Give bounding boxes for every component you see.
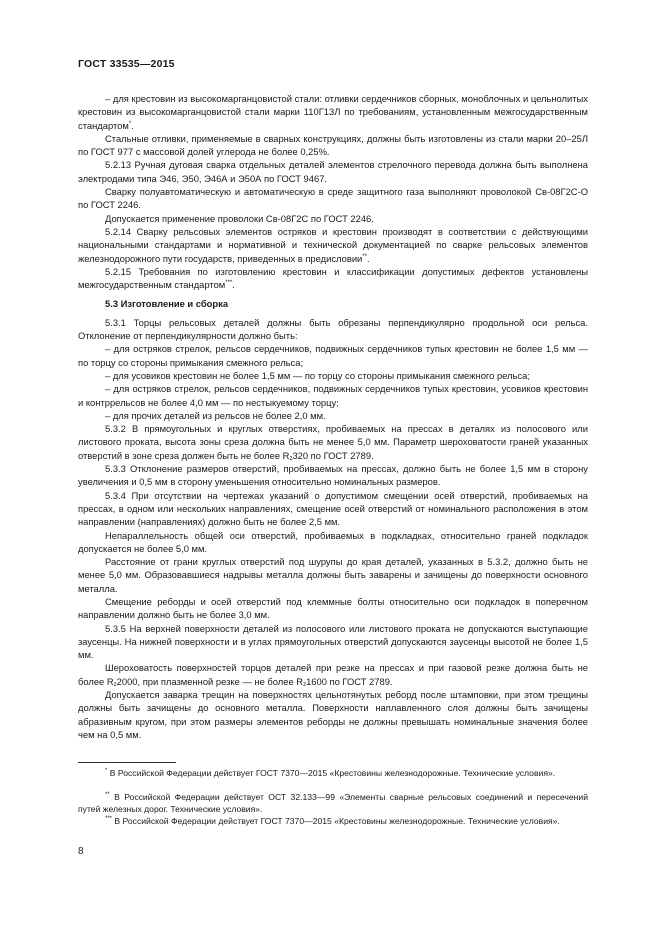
paragraph: 5.3.5 На верхней поверхности деталей из полосового или листового проката не допускаются выступающие заусенцы. На нижней поверхности и в углах прямоугольных отверстий допускаются заусенцы высотой не более 1,5 мм.: [78, 622, 588, 661]
paragraph: Непараллельность общей оси отверстий, пробиваемых в подкладках, относительно граней подкладок допускается не более 5,0 мм.: [78, 529, 588, 554]
section-title: 5.3 Изготовление и сборка: [105, 298, 229, 310]
period: .: [131, 119, 134, 131]
document-header: ГОСТ 33535—2015: [78, 58, 175, 70]
paragraph: Смещение реборды и осей отверстий под клеммные болты относительно оси подкладок в поперечном направлении должно быть не более 3,0 мм.: [78, 595, 588, 621]
paragraph: 5.2.13 Ручная дуговая сварка отдельных деталей элементов стрелочного перевода должна быть выполнена электродами типа Э46, Э50, Э46А и Э50А по ГОСТ 9467.: [78, 159, 588, 184]
footnote-text: В Российской Федерации действует ГОСТ 7370—2015 «Крестовины железнодорожные. Технические условия».: [114, 816, 560, 826]
paragraph: [78, 265, 588, 292]
paragraph: Допускается применение проволоки Св-08Г2С по ГОСТ 2246.: [105, 212, 374, 224]
footnote-mark: *: [128, 120, 132, 127]
paragraph: Сварку полуавтоматическую и автоматическую в среде защитного газа выполняют проволокой Св-08Г2С-О по ГОСТ 2246.: [78, 186, 588, 211]
subscript: z: [289, 455, 293, 462]
paragraph: [78, 225, 588, 265]
paragraph-text: Шероховатость поверхностей торцов деталей при резке на прессах и при газовой резке должна быть не более R: [78, 662, 588, 687]
footnote-text: В Российской Федерации действует ОСТ 32.133—99 «Элементы сварные рельсовых соединений и пересечений путей железных дорог. Технические условия».: [78, 792, 588, 815]
paragraph-text: 1600 по ГОСТ 2789.: [306, 675, 393, 687]
footnote-text: В Российской Федерации действует ГОСТ 7370—2015 «Крестовины железнодорожные. Технические условия».: [109, 768, 556, 778]
document-body: [78, 92, 588, 741]
paragraph: Стальные отливки, применяемые в сварных конструкциях, должны быть изготовлены из стали марки 20–25Л по ГОСТ 977 с массовой долей углерода не более 0,25%.: [78, 132, 588, 158]
paragraph: Допускается заварка трещин на поверхностях цельнотянутых реборд после штамповки, при этом трещины должны быть зачищены до основного металла. Поверхности наплавленного слоя должны быть зачищены абразивным кругом, при этом размеры элементов реборды не должны превышать номинальные значения более чем на 0,5 мм.: [78, 689, 588, 740]
footnote-mark: ***: [225, 280, 233, 287]
footnote-mark: ***: [105, 816, 113, 822]
paragraph: [78, 422, 588, 462]
paragraph: 5.3.4 При отсутствии на чертежах указаний о допустимом смещении осей отверстий, пробиваемых на прессах, в одном или нескольких направлениях, смещение осей отверстий от номинального расположения в этом направлении (направлениях) должно быть не более 2,5 мм.: [78, 489, 588, 528]
paragraph-text: 320 по ГОСТ 2789.: [292, 449, 374, 461]
paragraph: Расстояние от грани круглых отверстий под шурупы до края деталей, указанных в 5.3.2, должно быть не менее 5,0 мм. Образовавшиеся надрывы металла должны быть заварены и зачищены до поверхности основного металла.: [78, 556, 588, 594]
page-number: 8: [78, 846, 84, 857]
period: .: [232, 279, 235, 291]
paragraph: 5.3.1 Торцы рельсовых деталей должны быть обрезаны перпендикулярно продольной оси рельса. Отклонение от перпендикулярности должно быть:: [78, 316, 588, 342]
footnote-separator: [78, 762, 176, 763]
footnote: [78, 767, 588, 779]
footnote: [78, 791, 588, 815]
list-item: – для прочих деталей из рельсов не более 2,0 мм.: [105, 409, 326, 421]
list-item: – для остряков стрелок, рельсов сердечников, подвижных сердечников тупых крестовин не более 1,5 мм — по торцу со стороны примыкания смежного рельса;: [78, 343, 588, 368]
footnote-mark: *: [105, 768, 108, 774]
footnote-mark: **: [105, 792, 110, 798]
subscript: z: [303, 681, 307, 688]
paragraph-text: – для крестовин из высокомарганцовистой стали: отливки сердечников сборных, моноблочных и цельнолитых крестовин из высокомарганцовистой стали марки 110Г13Л по требованиям, установленным межгосударственным стандартом: [78, 93, 588, 131]
list-item: – для усовиков крестовин не более 1,5 мм — по торцу со стороны примыкания смежного рельса;: [105, 369, 530, 381]
subscript: z: [113, 681, 117, 688]
paragraph-text: 2000, при плазменной резке — не более R: [116, 675, 304, 687]
paragraph-text: 5.2.15 Требования по изготовлению крестовин и классификации допустимых дефектов установлены межгосударственным стандартом: [78, 265, 588, 291]
paragraph: [78, 661, 588, 688]
footnote-mark: **: [362, 253, 367, 260]
footnote: [78, 815, 588, 827]
paragraph: [78, 92, 588, 132]
period: .: [366, 252, 370, 264]
paragraph: 5.3.3 Отклонение размеров отверстий, пробиваемых на прессах, должно быть не более 1,5 мм в сторону увеличения и 0,5 мм в сторону уменьшения относительно номинальных размеров.: [78, 463, 588, 488]
list-item: – для остряков стрелок, рельсов сердечников, подвижных сердечников тупых крестовин, усовиков крестовин и контррельсов не более 4,0 мм — по нестыкуемому торцу;: [78, 383, 588, 408]
paragraph-text: 5.3.2 В прямоугольных и круглых отверстиях, пробиваемых на прессах в деталях из полосового или листового проката, высота зоны среза должна быть не менее 5,0 мм. Параметр шероховатости граней указанных отверстий в зоне среза должен быть не более R: [78, 423, 588, 461]
paragraph-text: 5.2.14 Сварку рельсовых элементов остряков и крестовин производят в соответствии с действующими национальными стандартами и нормативной и технической документацией по сварке рельсовых элементов железнодорожного пути государств, приведенных в предисловии: [78, 225, 588, 264]
